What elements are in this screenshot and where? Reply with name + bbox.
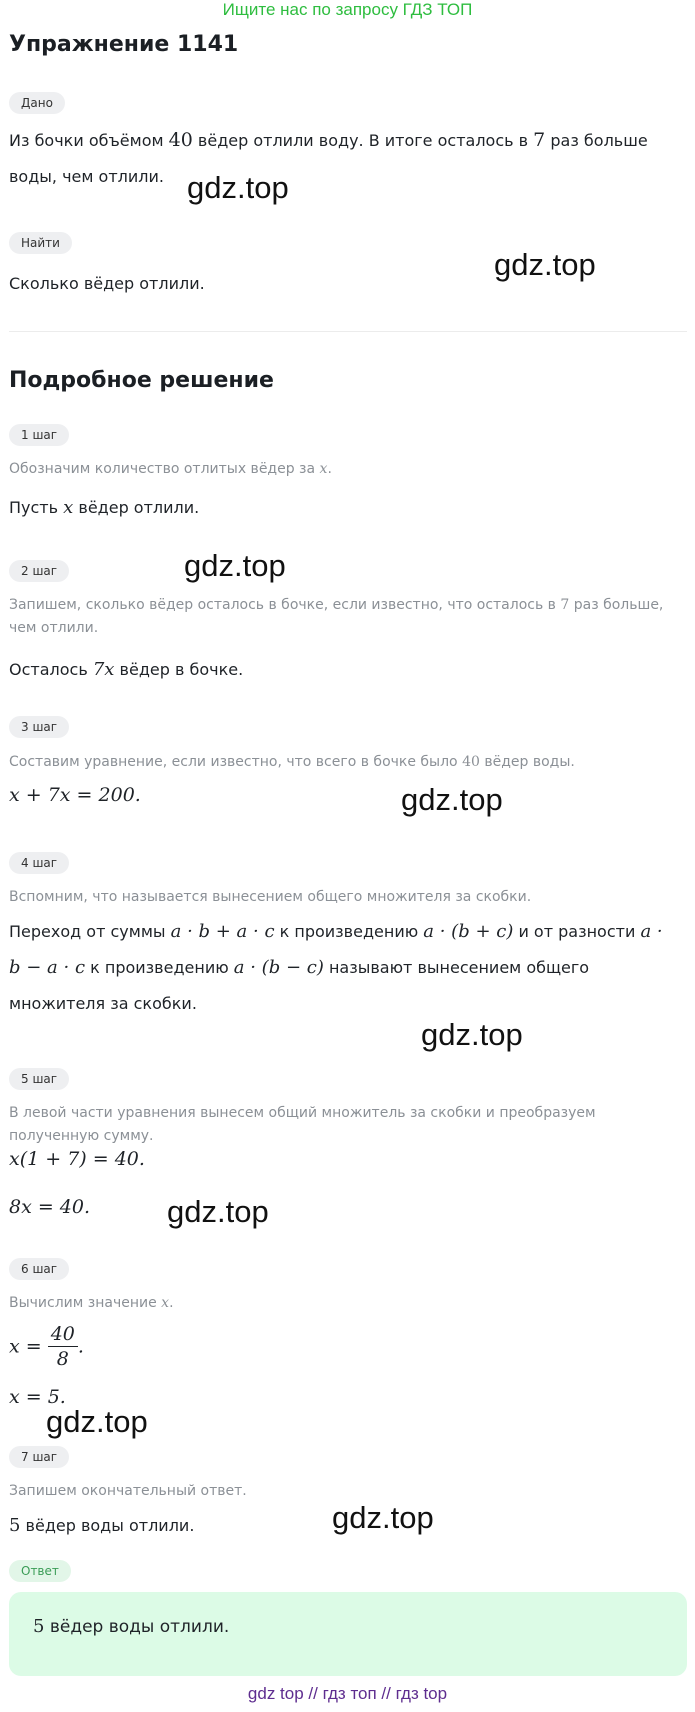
- step-1-hint: Обозначим количество отлитых вёдер за x.: [9, 461, 332, 477]
- step-5-equation-1: x(1 + 7) = 40.: [9, 1148, 145, 1170]
- answer-chip: Ответ: [9, 1560, 71, 1582]
- given-text: Из бочки объёмом 40 вёдер отлили воду. В итоге осталось в 7 раз больше воды, чем отлили.: [9, 129, 648, 186]
- find-text: Сколько вёдер отлили.: [9, 274, 205, 293]
- step-2-text: Осталось 7x вёдер в бочке.: [9, 659, 244, 680]
- step-6-hint: Вычислим значение x.: [9, 1295, 174, 1311]
- fraction: $\frac{40}{8}$: [48, 1322, 78, 1371]
- step-3-hint: Составим уравнение, если известно, что всего в бочке было 40 вёдер воды.: [9, 754, 575, 770]
- step-6-equation-2: x = 5.: [9, 1386, 66, 1408]
- step-7-text: 5 вёдер воды отлили.: [9, 1515, 195, 1536]
- solution-title: Подробное решение: [9, 368, 274, 393]
- top-banner[interactable]: Ищите нас по запросу ГДЗ ТОП: [222, 0, 473, 19]
- step-2-chip: 2 шаг: [9, 560, 69, 582]
- watermark: gdz.top: [184, 548, 286, 583]
- step-3-chip: 3 шаг: [9, 716, 69, 738]
- watermark: gdz.top: [421, 1017, 523, 1052]
- watermark: gdz.top: [494, 247, 596, 282]
- page-title: Упражнение 1141: [9, 32, 239, 57]
- step-6-equation-1: x = $\frac{40}{8}$ .: [9, 1323, 84, 1370]
- watermark: gdz.top: [187, 170, 289, 205]
- step-3-equation: x + 7x = 200.: [9, 784, 141, 806]
- given-chip: Дано: [9, 92, 65, 114]
- step-1-chip: 1 шаг: [9, 424, 69, 446]
- step-2-hint: Запишем, сколько вёдер осталось в бочке, если известно, что осталось в 7 раз больше, чем отлили.: [9, 597, 664, 636]
- find-chip: Найти: [9, 232, 72, 254]
- step-4-text: Переход от суммы a · b + a · c к произведению a · (b + c) и от разности a · b − a · c к произведению a · (b − c) называют вынесением общего множителя за скобки.: [9, 921, 663, 1013]
- step-5-equation-2: 8x = 40.: [9, 1196, 91, 1218]
- watermark: gdz.top: [332, 1500, 434, 1535]
- step-7-chip: 7 шаг: [9, 1446, 69, 1468]
- step-4-hint: Вспомним, что называется вынесением общего множителя за скобки.: [9, 889, 532, 905]
- watermark: gdz.top: [167, 1194, 269, 1229]
- step-5-chip: 5 шаг: [9, 1068, 69, 1090]
- step-1-text: Пусть x вёдер отлили.: [9, 497, 200, 518]
- watermark: gdz.top: [401, 782, 503, 817]
- step-5-hint: В левой части уравнения вынесем общий множитель за скобки и преобразуем полученную сумму.: [9, 1105, 596, 1144]
- watermark: gdz.top: [46, 1404, 148, 1439]
- answer-text: 5 вёдер воды отлили.: [33, 1616, 230, 1637]
- step-7-hint: Запишем окончательный ответ.: [9, 1483, 247, 1499]
- step-4-chip: 4 шаг: [9, 852, 69, 874]
- step-6-chip: 6 шаг: [9, 1258, 69, 1280]
- divider: [9, 331, 687, 332]
- footer-links[interactable]: gdz top // гдз топ // гдз top: [247, 1684, 448, 1703]
